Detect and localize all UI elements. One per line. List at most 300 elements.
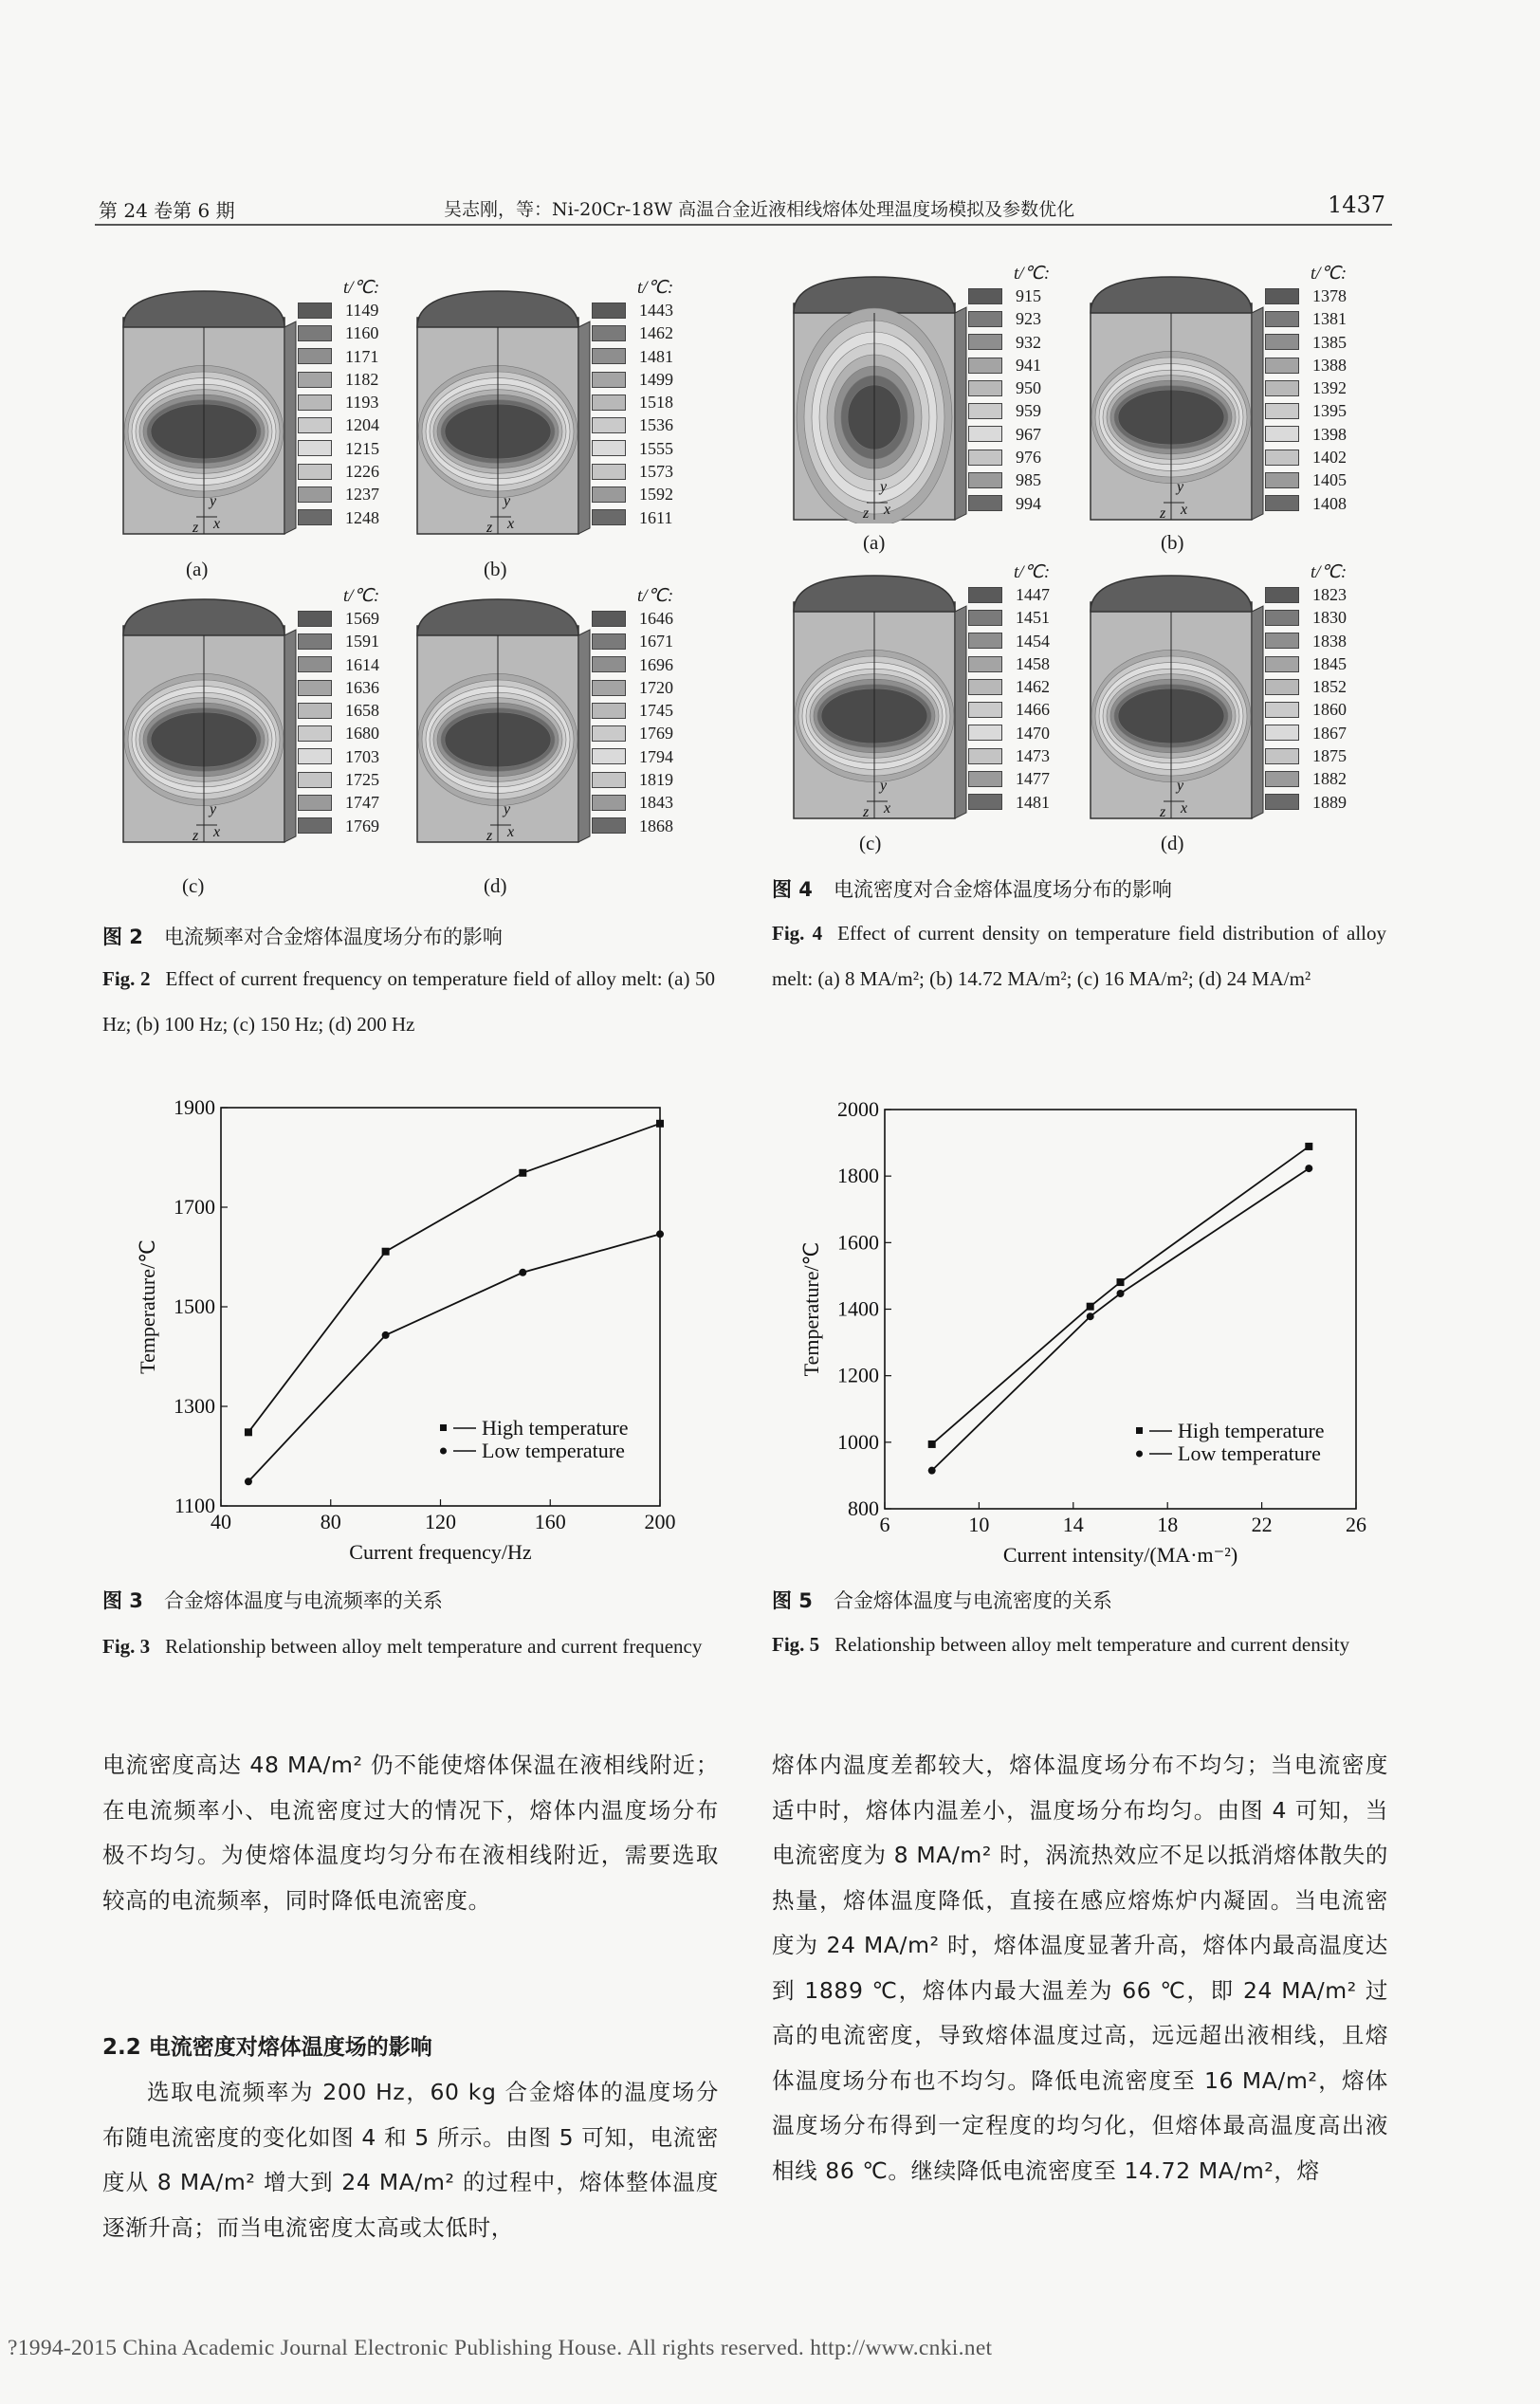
- axis-y-glyph: y: [504, 493, 511, 509]
- legend-swatch: [968, 495, 1002, 511]
- legend-row: [592, 345, 673, 368]
- axis-z-glyph: z: [1160, 505, 1166, 522]
- copyright-footer: ?1994-2015 China Academic Journal Electronic Publishing House. All rights reserved. http://www.cnki.net: [8, 2336, 993, 2360]
- legend-row: [968, 376, 1050, 399]
- legend-value: 1680: [345, 724, 379, 743]
- legend-value: 1193: [345, 393, 379, 413]
- legend-swatch: [592, 303, 626, 319]
- legend-row: [968, 399, 1050, 422]
- fig2-caption-en: Fig. 2 Effect of current frequency on temperature field of alloy melt: (a) 50 Hz; (b) 100 Hz; (c) 150 Hz; (d) 200 Hz: [102, 967, 715, 1036]
- legend-value: 915: [1016, 286, 1041, 305]
- legend-swatch: [298, 348, 332, 364]
- legend-value: 1671: [639, 632, 673, 651]
- legend-row: [298, 506, 379, 529]
- fig4-contour-1: [1089, 275, 1269, 523]
- legend-row: [298, 437, 379, 460]
- legend-value: 967: [1016, 424, 1041, 444]
- fig2-panel-label: (a): [186, 558, 209, 580]
- legend-swatch: [1265, 587, 1299, 603]
- fig2-legend-3: [592, 586, 673, 837]
- fig2-panel-label: (b): [484, 558, 507, 580]
- legend-swatch: [592, 817, 626, 834]
- legend-swatch: [1265, 610, 1299, 626]
- legend-value: 1852: [1312, 677, 1347, 697]
- legend-value: 1696: [639, 654, 673, 674]
- legend-swatch: [968, 380, 1002, 396]
- legend-swatch: [592, 509, 626, 525]
- legend-swatch: [1265, 633, 1299, 649]
- legend-swatch: [968, 771, 1002, 787]
- y-tick-label: 1100: [174, 1494, 215, 1517]
- legend-row: [1265, 492, 1347, 515]
- x-tick-label: 6: [879, 1513, 890, 1536]
- legend-row: [592, 460, 673, 483]
- legend-value: 959: [1016, 401, 1041, 421]
- legend-value: 1395: [1312, 401, 1347, 421]
- series-line: [248, 1124, 660, 1433]
- legend-row: [592, 506, 673, 529]
- data-point: [1117, 1290, 1125, 1297]
- body-right-para: 熔体内温度差都较大，熔体温度场分布不均匀；当电流密度适中时，熔体内温差小，温度场分布均匀。由图 4 可知，当电流密度为 8 MA/m² 时，涡流热效应不足以抵消熔体散失的热量，熔体温度降低，直接在感应熔炼炉内凝固。当电流密度为 24 MA/m² 时，熔体温度显著升高，熔体内最高温度达到 1889 ℃，熔体内最大温差为 66 ℃，即 24 MA/m² 过高的电流密度，导致熔体温度过高，远远超出液相线，且熔体温度场分布也不均匀。降低电流密度至 16 MA/m²，熔体温度场分布得到一定程度的均匀化，但熔体最高温度高出液相线 86 ℃。继续降低电流密度至 14.72 MA/m²，熔: [772, 1752, 1388, 2184]
- fig4-panel-label: (a): [863, 531, 886, 554]
- legend-row: [298, 630, 379, 652]
- legend-row: [1265, 354, 1347, 376]
- legend-swatch: [1265, 702, 1299, 718]
- fig4-contour-0: [792, 275, 972, 523]
- axis-z-glyph: z: [192, 828, 199, 844]
- legend-swatch: [1265, 656, 1299, 672]
- legend-row: [1265, 606, 1347, 629]
- legend-swatch: [592, 680, 626, 696]
- legend-value: 1747: [345, 793, 379, 813]
- legend-value: 1769: [639, 724, 673, 743]
- data-point: [382, 1248, 390, 1256]
- legend-row: [968, 722, 1050, 744]
- legend-row: [968, 583, 1050, 606]
- legend-value: 1392: [1312, 378, 1347, 398]
- legend-value: 1499: [639, 369, 673, 389]
- legend-value: 1573: [639, 462, 673, 482]
- legend-row: [298, 483, 379, 505]
- legend-label: High temperature: [482, 1416, 629, 1440]
- legend-swatch: [298, 303, 332, 319]
- legend-row: [298, 368, 379, 391]
- axis-y-glyph: y: [210, 493, 217, 509]
- legend-value: 1868: [639, 816, 673, 835]
- legend-value: 1838: [1312, 631, 1347, 651]
- axis-x-glyph: x: [213, 824, 221, 840]
- legend-row: [968, 423, 1050, 446]
- legend-row: [592, 791, 673, 814]
- fig4-panel-label: (c): [859, 832, 882, 854]
- legend-value: 1204: [345, 415, 379, 435]
- x-tick-label: 10: [968, 1513, 990, 1536]
- legend-row: [1265, 698, 1347, 721]
- legend-row: [592, 630, 673, 652]
- legend-swatch: [592, 703, 626, 719]
- axis-z-glyph: z: [192, 520, 199, 536]
- legend-value: 1614: [345, 654, 379, 674]
- legend-swatch: [968, 679, 1002, 695]
- y-tick-label: 1400: [837, 1296, 879, 1321]
- axis-y-glyph: y: [880, 479, 888, 495]
- legend-swatch: [968, 748, 1002, 764]
- fig2-panel-label: (c): [182, 874, 205, 897]
- legend-value: 1447: [1016, 585, 1050, 604]
- data-point: [656, 1120, 664, 1128]
- fig4-caption-cn: 图 4 电流密度对合金熔体温度场分布的影响: [772, 878, 1172, 901]
- y-tick-label: 1800: [837, 1164, 879, 1188]
- legend-row: [1265, 468, 1347, 491]
- legend-value: 1171: [345, 346, 379, 366]
- axis-y-glyph: y: [504, 801, 511, 817]
- legend-swatch: [298, 417, 332, 433]
- legend-value: 1248: [345, 507, 379, 527]
- legend-value: 1473: [1016, 746, 1050, 766]
- legend-value: 1398: [1312, 424, 1347, 444]
- legend-value: 1889: [1312, 792, 1347, 812]
- legend-value: 1636: [345, 677, 379, 697]
- axis-z-glyph: z: [863, 804, 870, 820]
- legend-value: 941: [1016, 355, 1041, 375]
- legend-value: 1555: [639, 438, 673, 458]
- legend-row: [592, 768, 673, 791]
- legend-unit: t/℃:: [1311, 264, 1348, 284]
- legend-value: 1462: [1016, 677, 1050, 697]
- axis-x-glyph: x: [507, 516, 515, 532]
- section-heading: 2.2 电流密度对熔体温度场的影响: [102, 2035, 432, 2060]
- fig4-caption-en: Fig. 4 Effect of current density on temperature field distribution of alloy melt: (a) 8 MA/m²; (b) 14.72 MA/m²; (c) 16 MA/m²; (d) 24 MA/m²: [772, 922, 1386, 990]
- legend-row: [968, 492, 1050, 515]
- axis-x-glyph: x: [884, 502, 891, 518]
- legend-row: [1265, 376, 1347, 399]
- legend-value: 1646: [639, 609, 673, 628]
- legend-value: 1462: [639, 323, 673, 343]
- legend-row: [968, 354, 1050, 376]
- axis-z-glyph: z: [486, 520, 493, 536]
- legend-row: [968, 767, 1050, 790]
- legend-row: [298, 345, 379, 368]
- legend-swatch: [592, 486, 626, 503]
- y-tick-label: 1000: [837, 1429, 879, 1454]
- legend-value: 1215: [345, 438, 379, 458]
- legend-row: [298, 413, 379, 436]
- legend-value: 1402: [1312, 448, 1347, 468]
- legend-row: [298, 607, 379, 630]
- legend-row: [298, 815, 379, 837]
- data-point: [1087, 1312, 1094, 1320]
- x-tick-label: 80: [320, 1510, 341, 1533]
- x-tick-label: 200: [644, 1510, 676, 1533]
- fig4-panel-label: (d): [1161, 832, 1184, 854]
- legend-unit: t/℃:: [343, 586, 380, 606]
- legend-label: Low temperature: [1178, 1441, 1321, 1465]
- axis-x-glyph: x: [1181, 800, 1188, 817]
- legend-value: 1860: [1312, 700, 1347, 720]
- axis-x-glyph: x: [507, 824, 515, 840]
- legend-value: 1819: [639, 770, 673, 790]
- legend-unit: t/℃:: [343, 278, 380, 298]
- legend-value: 1745: [639, 701, 673, 721]
- y-tick-label: 1300: [174, 1394, 215, 1418]
- legend-value: 1569: [345, 609, 379, 628]
- legend-row: [592, 413, 673, 436]
- legend-row: [298, 391, 379, 413]
- legend-value: 1237: [345, 485, 379, 505]
- legend-unit: t/℃:: [637, 278, 674, 298]
- legend-row: [592, 321, 673, 344]
- legend-row: [298, 768, 379, 791]
- legend-swatch: [1265, 495, 1299, 511]
- legend-swatch: [968, 288, 1002, 304]
- axis-x-glyph: x: [213, 516, 221, 532]
- legend-row: [1265, 630, 1347, 652]
- legend-value: 1536: [639, 415, 673, 435]
- legend-swatch: [968, 587, 1002, 603]
- legend-swatch: [1265, 771, 1299, 787]
- axis-z-glyph: z: [486, 828, 493, 844]
- page-number: 1437: [1328, 192, 1386, 218]
- legend-unit: t/℃:: [1014, 562, 1051, 582]
- legend-row: [1265, 791, 1347, 814]
- legend-row: [592, 676, 673, 699]
- legend-unit: t/℃:: [1311, 562, 1348, 582]
- legend-row: [592, 391, 673, 413]
- legend-swatch: [592, 748, 626, 764]
- legend-row: [592, 722, 673, 744]
- legend-value: 1470: [1016, 723, 1050, 743]
- legend-swatch: [592, 395, 626, 411]
- legend-row: [1265, 722, 1347, 744]
- legend-label: High temperature: [1178, 1419, 1325, 1442]
- legend-swatch: [592, 795, 626, 811]
- legend-swatch: [1265, 748, 1299, 764]
- legend-row: [592, 653, 673, 676]
- fig2-contour-3: [415, 597, 596, 846]
- fig5-line-chart: [776, 1086, 1383, 1579]
- legend-value: 1378: [1312, 286, 1347, 305]
- legend-swatch: [298, 772, 332, 788]
- legend-swatch: [592, 772, 626, 788]
- y-axis-label: Temperature/℃: [136, 1239, 159, 1374]
- legend-swatch: [968, 725, 1002, 741]
- legend-row: [298, 321, 379, 344]
- legend-swatch: [968, 450, 1002, 466]
- x-tick-label: 120: [425, 1510, 456, 1533]
- fig3-caption-cn: 图 3 合金熔体温度与电流频率的关系: [102, 1589, 443, 1612]
- fig4-contour-3: [1089, 574, 1269, 822]
- legend-swatch: [592, 348, 626, 364]
- legend-row: [592, 368, 673, 391]
- header-rule: [95, 224, 1392, 226]
- data-point: [656, 1230, 664, 1238]
- legend-swatch: [298, 395, 332, 411]
- body-left-para2: 选取电流频率为 200 Hz，60 kg 合金熔体的温度场分布随电流密度的变化如图 4 和 5 所示。由图 5 可知，电流密度从 8 MA/m² 增大到 24 MA/m² 的过程中，熔体整体温度逐渐升高；而当电流密度太高或太低时，: [102, 2079, 719, 2241]
- legend-marker: [440, 1424, 447, 1431]
- legend-swatch: [592, 611, 626, 627]
- fig4-legend-0: [968, 264, 1050, 515]
- legend-value: 1875: [1312, 746, 1347, 766]
- y-tick-label: 800: [848, 1496, 879, 1520]
- legend-swatch: [298, 703, 332, 719]
- legend-value: 1843: [639, 793, 673, 813]
- legend-row: [1265, 767, 1347, 790]
- legend-row: [968, 675, 1050, 698]
- data-point: [245, 1428, 252, 1436]
- journal-issue: 第 24 卷第 6 期: [99, 199, 235, 222]
- fig2-contour-1: [415, 289, 596, 538]
- legend-swatch: [592, 417, 626, 433]
- legend-swatch: [1265, 472, 1299, 488]
- legend-value: 932: [1016, 332, 1041, 352]
- legend-row: [298, 676, 379, 699]
- fig5-caption-en: Fig. 5 Relationship between alloy melt temperature and current density: [772, 1633, 1350, 1656]
- legend-row: [968, 284, 1050, 307]
- legend-marker: [440, 1448, 447, 1455]
- legend-value: 1149: [345, 301, 379, 320]
- data-point: [519, 1269, 526, 1276]
- legend-value: 1845: [1312, 653, 1347, 673]
- legend-swatch: [592, 464, 626, 480]
- legend-row: [968, 744, 1050, 767]
- legend-value: 1451: [1016, 608, 1050, 628]
- legend-row: [298, 745, 379, 768]
- legend-swatch: [298, 817, 332, 834]
- legend-swatch: [968, 472, 1002, 488]
- axis-x-glyph: x: [884, 800, 891, 817]
- legend-swatch: [968, 702, 1002, 718]
- legend-row: [592, 483, 673, 505]
- legend-value: 1769: [345, 816, 379, 835]
- legend-value: 1381: [1312, 309, 1347, 329]
- legend-swatch: [298, 680, 332, 696]
- legend-swatch: [298, 611, 332, 627]
- y-tick-label: 1500: [174, 1294, 215, 1318]
- fig4-legend-2: [968, 562, 1050, 814]
- legend-row: [968, 446, 1050, 468]
- x-tick-label: 18: [1157, 1513, 1179, 1536]
- legend-row: [592, 299, 673, 321]
- legend-row: [968, 630, 1050, 652]
- legend-swatch: [1265, 794, 1299, 810]
- legend-swatch: [298, 325, 332, 341]
- legend-row: [968, 468, 1050, 491]
- axis-z-glyph: z: [863, 505, 870, 522]
- legend-row: [968, 698, 1050, 721]
- legend-swatch: [1265, 679, 1299, 695]
- legend-swatch: [1265, 311, 1299, 327]
- legend-row: [298, 460, 379, 483]
- fig4-panel-label: (b): [1161, 531, 1184, 554]
- y-tick-label: 2000: [837, 1097, 879, 1121]
- axis-y-glyph: y: [880, 778, 888, 794]
- legend-value: 1385: [1312, 332, 1347, 352]
- legend-value: 1458: [1016, 653, 1050, 673]
- data-point: [1305, 1165, 1312, 1172]
- fig2-legend-0: [298, 278, 379, 529]
- legend-swatch: [1265, 358, 1299, 374]
- legend-value: 1867: [1312, 723, 1347, 743]
- legend-value: 1592: [639, 485, 673, 505]
- fig2-contour-0: [121, 289, 302, 538]
- legend-row: [1265, 652, 1347, 675]
- x-tick-label: 26: [1346, 1513, 1366, 1536]
- legend-swatch: [1265, 380, 1299, 396]
- legend-row: [1265, 675, 1347, 698]
- axis-x-glyph: x: [1181, 502, 1188, 518]
- legend-swatch: [968, 794, 1002, 810]
- legend-swatch: [298, 748, 332, 764]
- x-axis-label: Current frequency/Hz: [349, 1540, 532, 1564]
- legend-swatch: [592, 656, 626, 672]
- y-tick-label: 1600: [837, 1230, 879, 1255]
- legend-row: [592, 745, 673, 768]
- legend-value: 1830: [1312, 608, 1347, 628]
- legend-value: 1405: [1312, 470, 1347, 490]
- legend-swatch: [1265, 403, 1299, 419]
- x-tick-label: 40: [211, 1510, 231, 1533]
- legend-swatch: [298, 795, 332, 811]
- legend-value: 1481: [1016, 792, 1050, 812]
- y-tick-label: 1900: [174, 1095, 215, 1119]
- fig3-line-chart: [102, 1086, 690, 1579]
- axis-y-glyph: y: [1177, 479, 1184, 495]
- fig2-legend-2: [298, 586, 379, 837]
- legend-value: 1481: [639, 346, 673, 366]
- data-point: [928, 1441, 936, 1448]
- legend-value: 1408: [1312, 493, 1347, 513]
- legend-row: [1265, 399, 1347, 422]
- axis-y-glyph: y: [210, 801, 217, 817]
- y-tick-label: 1700: [174, 1195, 215, 1219]
- legend-unit: t/℃:: [637, 586, 674, 606]
- legend-marker: [1136, 1451, 1143, 1458]
- axis-z-glyph: z: [1160, 804, 1166, 820]
- legend-row: [298, 299, 379, 321]
- legend-value: 950: [1016, 378, 1041, 398]
- legend-row: [592, 437, 673, 460]
- legend-row: [592, 815, 673, 837]
- legend-row: [968, 331, 1050, 354]
- fig2-caption-cn: 图 2 电流频率对合金熔体温度场分布的影响: [102, 926, 503, 948]
- legend-row: [298, 722, 379, 744]
- legend-value: 1658: [345, 701, 379, 721]
- fig4-legend-1: [1265, 264, 1347, 515]
- legend-swatch: [592, 725, 626, 742]
- legend-swatch: [1265, 288, 1299, 304]
- legend-value: 1823: [1312, 585, 1347, 604]
- legend-row: [1265, 744, 1347, 767]
- data-point: [1117, 1278, 1125, 1286]
- legend-row: [298, 653, 379, 676]
- legend-row: [1265, 284, 1347, 307]
- legend-row: [1265, 446, 1347, 468]
- legend-swatch: [968, 633, 1002, 649]
- legend-value: 1703: [345, 746, 379, 766]
- legend-swatch: [592, 440, 626, 456]
- data-point: [245, 1477, 252, 1485]
- legend-value: 1518: [639, 393, 673, 413]
- legend-unit: t/℃:: [1014, 264, 1051, 284]
- legend-value: 1160: [345, 323, 379, 343]
- legend-value: 1388: [1312, 355, 1347, 375]
- x-tick-label: 160: [534, 1510, 566, 1533]
- legend-row: [1265, 423, 1347, 446]
- running-title: 吴志刚，等：Ni-20Cr-18W 高温合金近液相线熔体处理温度场模拟及参数优化: [444, 199, 1075, 220]
- data-point: [382, 1331, 390, 1339]
- legend-value: 1720: [639, 677, 673, 697]
- legend-value: 985: [1016, 470, 1041, 490]
